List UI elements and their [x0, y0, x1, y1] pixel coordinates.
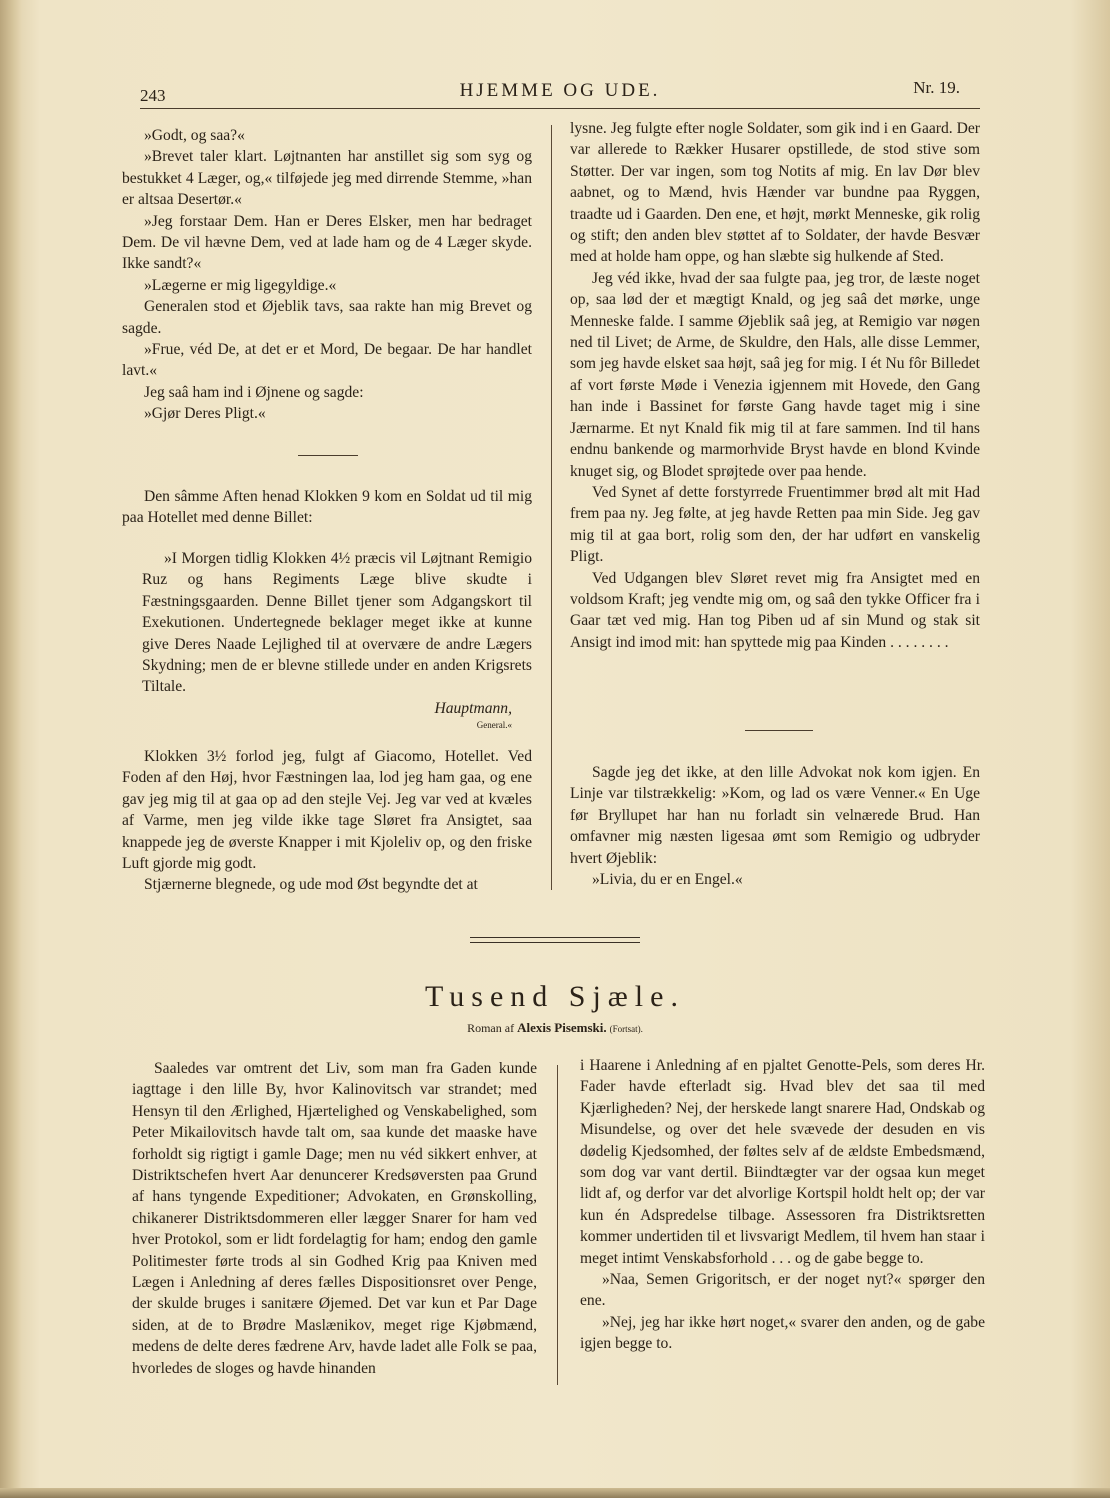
novel-subtitle: [0, 1020, 1110, 1036]
paragraph: »Jeg forstaar Dem. Han er Deres Elsker, men har bedraget Dem. De vil hævne Dem, ved at lade ham og de 4 Læger skyde. Ikke sandt?«: [122, 212, 532, 273]
billet-quote: [142, 548, 532, 731]
paragraph: Sagde jeg det ikke, at den lille Advokat nok kom igjen. En Linje var tilstrækkelig: »Kom, og lad os være Venner.« En Uge før Bryllupet har han nu forladt sin velnærede Brud. Han omfavner mig næsten ligesaa ømt som Remigio og udbryder hvert Øjeblik:: [570, 764, 980, 867]
paragraph: Klokken 3½ forlod jeg, fulgt af Giacomo, Hotellet. Ved Foden af den Høj, hvor Fæstningen laa, lod jeg ham gaa, og ene gav jeg mig til at gaa op ad den stejle Vej. Jeg var ved at kvæles af Varme, men jeg vilde ikke tage Sløret fra Ansigtet, saa knappede jeg de øverste Knapper i mit Kjoleliv op, og den friske Luft gjorde mig godt.: [122, 748, 532, 873]
paragraph: »Lægerne er mig ligegyldige.«: [144, 276, 337, 294]
page-number: 243: [140, 86, 166, 105]
novel-right-column: [580, 1055, 985, 1355]
paragraph: lysne. Jeg fulgte efter nogle Soldater, som gik ind i en Gaard. Der var allerede to Rækker Husarer opstillede, de stod stive som Støtter. Der var ingen, som tog Notits af mig. En lav Dør blev aabnet, og to Mænd, hvis Hænder var bundne paa Ryggen, traadte ud i Gaarden. Den ene, et højt, mørkt Menneske, gik rolig og stift; den anden blev støttet af to Soldater, der havde Besvær med at holde ham oppe, og han slæbte sig hulkende af Sted.: [570, 120, 980, 266]
author-name: Alexis Pisemski.: [517, 1020, 607, 1035]
publication-title: HJEMME OG UDE.: [459, 80, 661, 101]
story-left-column-2: [122, 486, 532, 529]
continued-note: (Fortsat).: [609, 1024, 643, 1034]
paragraph: Ved Udgangen blev Sløret revet mig fra Ansigtet med en voldsom Kraft; jeg vendte mig om, og saâ den tykke Officer fra i Gaar tæt ved mig. Han tog Piben ud af sin Mund og stak sit Ansigt ind imod mit: han spyttede mig paa Kinden . . . . . . . .: [570, 569, 980, 651]
signature-title: General.«: [476, 720, 512, 731]
paragraph: »Gjør Deres Pligt.«: [144, 405, 266, 423]
paragraph: »Godt, og saa?«: [144, 127, 245, 144]
paragraph: »Nej, jeg har ikke hørt noget,« svarer den anden, og de gabe igjen begge to.: [580, 1313, 985, 1353]
story-right-column: [570, 118, 980, 653]
paragraph: »Naa, Semen Grigoritsch, er der noget nyt?« spørger den ene.: [580, 1271, 985, 1310]
paragraph: Ved Synet af dette forstyrrede Fruentimmer brød alt mit Had frem paa ny. Jeg følte, at jeg havde Retten paa min Side. Jeg gav mig til at gaa bort, rolig som den, der har udført en vanskelig Pligt.: [570, 483, 980, 566]
paragraph: Stjærnerne blegnede, og ude mod Øst begyndte det at: [144, 876, 478, 894]
paragraph: »Livia, du er en Engel.«: [592, 871, 743, 889]
story-right-column-2: [570, 762, 980, 890]
page-header: [140, 78, 980, 109]
novel-left-column: [132, 1058, 537, 1379]
story-left-column-3: [122, 746, 532, 896]
column-rule: [551, 125, 552, 890]
paragraph: Jeg saâ ham ind i Øjnene og sagde:: [144, 383, 364, 401]
paragraph: Jeg véd ikke, hvad der saa fulgte paa, jeg tror, de læste noget op, saa lød der et mægtigt Knald, og jeg saâ det mørke, unge Menneske falde. I samme Øjeblik saâ jeg, at Remigio var nøgen ned til Livet; de Arme, de Skuldre, den Hals, alle disse Lemmer, som jeg havde elsket saa højt, saâ jeg for mig. I ét Nu fôr Billedet af vort første Møde i Venezia igjennem mit Hovede, den Gang han inde i Bassinet for første Gang havde taget mig i sine Jærnarme. Et nyt Knald fik mig til at fare sammen. Ind til hans endnu bankende og marmorhvide Bryst havde en blond Kvinde knuget sig, og Blodet sprøjtede over paa hende.: [570, 269, 980, 480]
issue-number: Nr. 19.: [913, 78, 960, 97]
paragraph: Saaledes var omtrent det Liv, som man fra Gaden kunde iagttage i den lille By, hvor Kalinovitsch var strandet; med Hensyn til den Ærlighed, Hjærtelighed og Venskabelighed, som Peter Mikailovitsch havde talt om, saa kunde det maaske have forholdt sig rigtigt i gamle Dage; men nu véd sikkert enhver, at Distriktschefen hvert Aar denuncerer Kredsøversten paa Grund af hans tyngende Expeditioner; Advokaten, en Grønskolling, chikanerer Distriktsdommeren eller lægger Snarer for ham ved hver Protokol, som er lidt fordelagtig for ham; endog den gamle Politimester førte trods al sin Godhed Krig paa Kniven med Lægen i Anledning af deres fælles Dispositionsret over Penge, der skulde bruges i sanitære Øjemed. Det var kun et Par Dage siden, at de to Brødre Maslænikov, meget rige Kjøbmænd, medens de delte deres fædrene Arv, havde ladet alle Folk se paa, hvorledes de sloges og havde hinanden: [132, 1060, 537, 1377]
page-binding-edge: [0, 0, 22, 1498]
paragraph: Den sâmme Aften henad Klokken 9 kom en Soldat ud til mig paa Hotellet med denne Billet:: [122, 488, 532, 527]
page-bottom-edge: [0, 1488, 1110, 1498]
paragraph: Generalen stod et Øjeblik tavs, saa rakte han mig Brevet og sagde.: [122, 298, 532, 337]
paragraph: »Frue, véd De, at det er et Mord, De begaar. De har handlet lavt.«: [122, 341, 532, 380]
paragraph: »Brevet taler klart. Løjtnanten har anstillet sig som syg og bestukket 4 Læger, og,« tilføjede jeg med dirrende Stemme, »han er altsaa Desertør.«: [122, 148, 532, 209]
section-divider: [745, 730, 813, 731]
billet-text: »I Morgen tidlig Klokken 4½ præcis vil Løjtnant Remigio Ruz og hans Regiments Læge blive skudte i Fæstningsgaarden. Denne Billet tjener som Adgangskort til Exekutionen. Undertegnede beklager meget ikke at kunne give Deres Naade Lejlighed til at overvære de andre Lægers Skydning; men de er blevne stillede under en anden Krigsrets Tiltale.: [142, 550, 532, 696]
paragraph: i Haarene i Anledning af en pjaltet Genotte-Pels, som deres Hr. Fader havde efterladt sig. Hvad blev det saa til med Kjærligheden? Nej, der herskede langt snarere Had, Ondskab og Misundelse, og over det hele svævede der desuden en vis dødelig Kjedsomhed, der føltes selv af de ældste Embedsmænd, som dog var vant dertil. Biindtægter var der ogsaa kun meget lidt af, og derfor var det alvorlige Kortspil holdt helt op; der var kun én Adspredelse tilbage. Assessoren fra Distriktsretten kommer undertiden til et livsvarigt Medlem, til hvem han staar i meget intimt Venskabsforhold . . . og de gabe begge to.: [580, 1057, 985, 1267]
double-rule-divider: [470, 937, 640, 943]
story-left-column: [122, 125, 532, 425]
novel-title: Tusend Sjæle.: [425, 980, 685, 1013]
column-rule: [557, 1065, 558, 1385]
subtitle-prefix: Roman af: [467, 1021, 515, 1035]
signature: Hauptmann,: [434, 699, 512, 717]
section-divider: [298, 455, 358, 456]
